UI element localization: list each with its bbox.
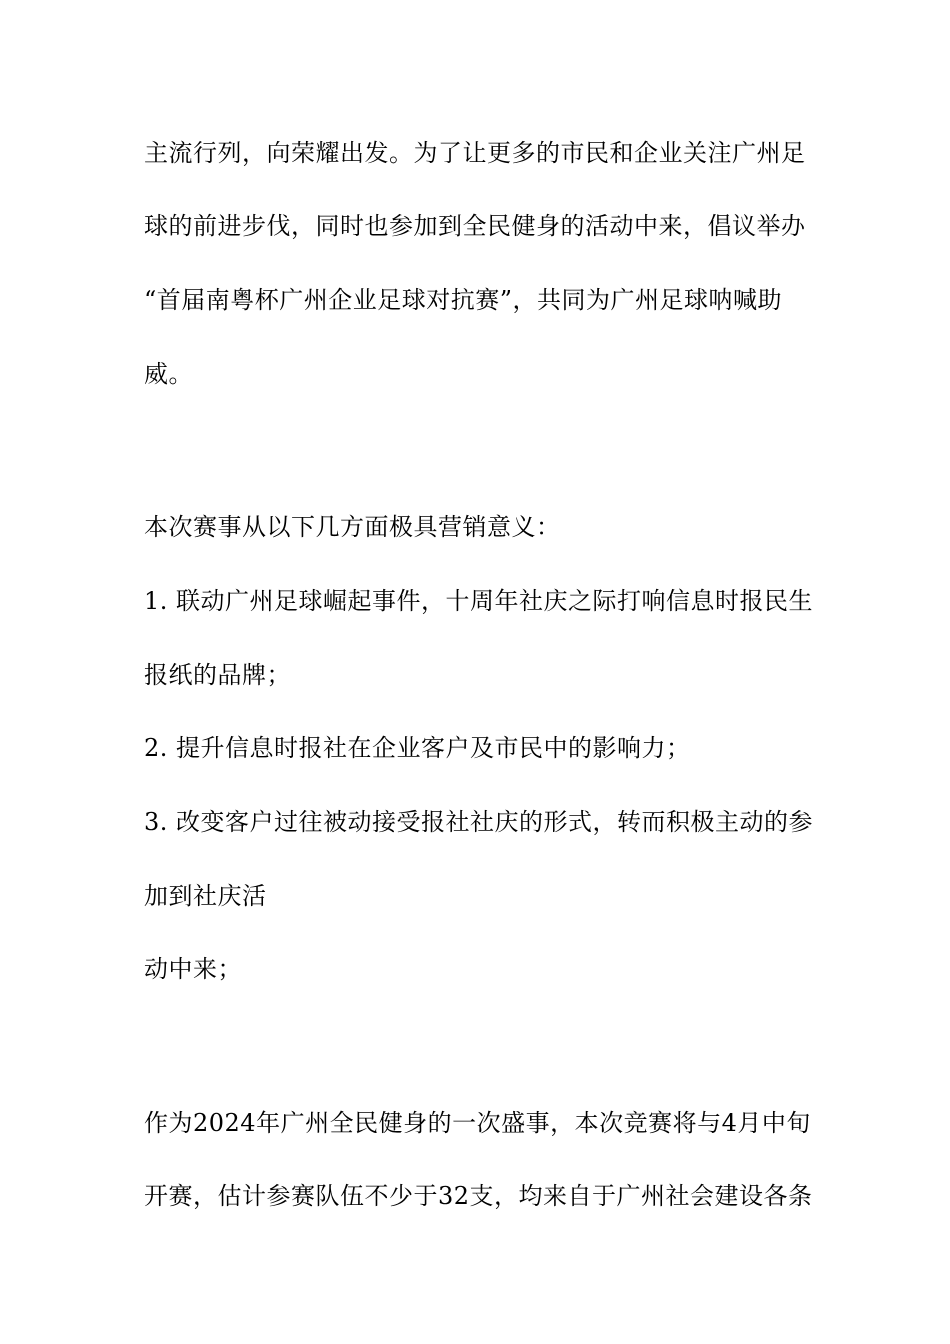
paragraph-intro: 本次赛事从以下几方面极具营销意义：: [144, 513, 561, 541]
text-line: 威。: [144, 360, 193, 388]
text-line: 报纸的品牌；: [144, 661, 291, 689]
text-line: “首届南粤杯广州企业足球对抗赛”，共同为广州足球呐喊助: [144, 286, 783, 314]
text-line: 3. 改变客户过往被动接受报社社庆的形式，转而积极主动的参: [144, 808, 814, 836]
text-line: 2. 提升信息时报社在企业客户及市民中的影响力；: [144, 734, 691, 762]
text-line: 开赛，估计参赛队伍不少于32支，均来自于广州社会建设各条: [144, 1182, 813, 1210]
text-line: 主流行列，向荣耀出发。为了让更多的市民和企业关注广州足: [144, 139, 806, 167]
text-line: 1. 联动广州足球崛起事件，十周年社庆之际打响信息时报民生: [144, 587, 814, 615]
text-line: 作为2024年广州全民健身的一次盛事，本次竞赛将与4月中旬: [144, 1109, 811, 1137]
text-line: 动中来；: [144, 955, 242, 983]
text-line: 球的前进步伐，同时也参加到全民健身的活动中来，倡议举办: [144, 212, 806, 240]
text-line: 加到社庆活: [144, 882, 267, 910]
